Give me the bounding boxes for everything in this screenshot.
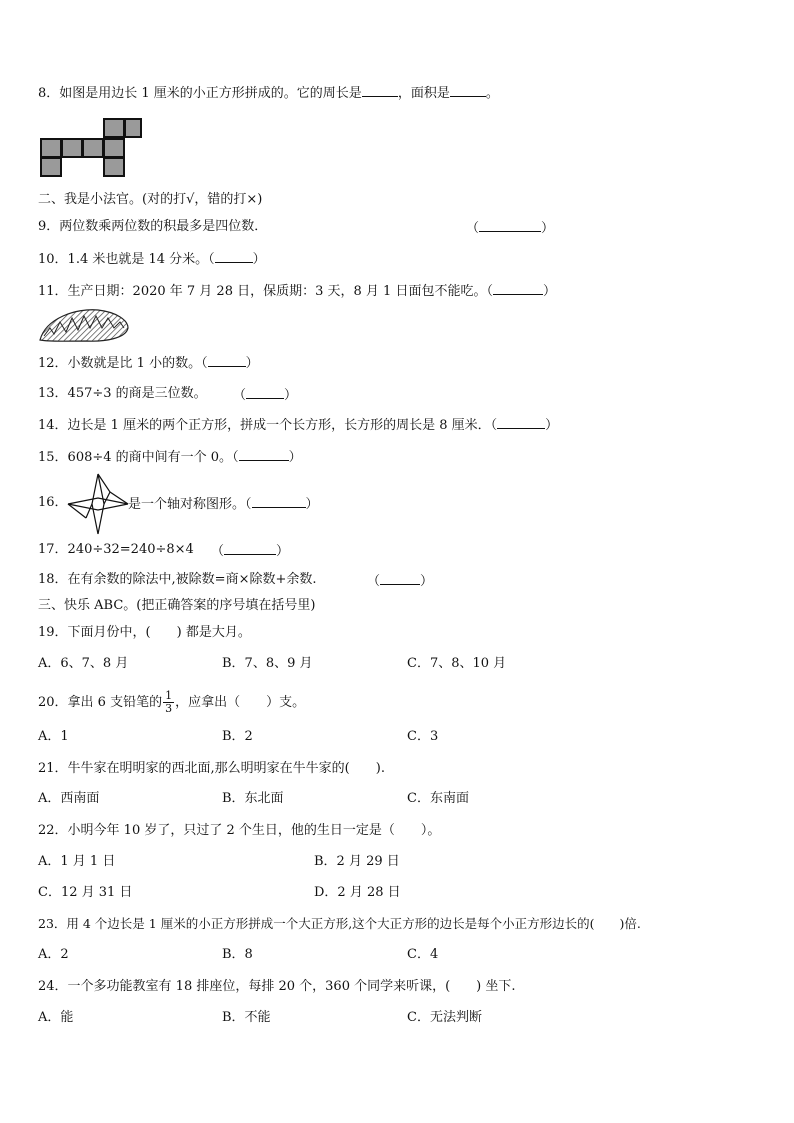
- paren-close: ）: [276, 544, 290, 559]
- unit-square: [41, 158, 61, 176]
- question-21: 21．牛牛家在明明家的西北面,那么明明家在牛牛家的( ).: [38, 761, 385, 776]
- paren-open: （: [233, 388, 247, 403]
- paren-close: ）: [541, 221, 555, 236]
- option-a[interactable]: A．能: [38, 1010, 74, 1025]
- question-12-text: 12．小数就是比 1 小的数。: [38, 356, 202, 371]
- question-11-text: 11．生产日期：2020 年 7 月 28 日，保质期：3 天，8 月 1 日面包不能吃。: [38, 284, 487, 299]
- question-20-text-a: 20．拿出 6 支铅笔的: [38, 695, 163, 710]
- area-blank[interactable]: [450, 83, 486, 97]
- bread-icon: [36, 306, 132, 344]
- question-13: [38, 385, 207, 403]
- question-17-text: 17．240÷32=240÷8×4: [38, 542, 194, 557]
- question-12: [38, 353, 259, 373]
- option-d[interactable]: D．2 月 28 日: [314, 885, 401, 900]
- question-20: [38, 690, 305, 716]
- question-18: [38, 571, 317, 589]
- answer-blank[interactable]: [246, 385, 284, 399]
- paren-open: （: [232, 450, 239, 465]
- question-19: 19．下面月份中，( ) 都是大月。: [38, 625, 251, 640]
- option-b[interactable]: B．7、8、9 月: [222, 656, 313, 671]
- paren-close: ）: [545, 418, 559, 433]
- fraction-denominator: 3: [165, 702, 173, 715]
- answer-paren-18[interactable]: [367, 571, 433, 591]
- answer-blank[interactable]: [497, 415, 545, 429]
- paren-open: （: [211, 544, 225, 559]
- question-18-text: 18．在有余数的除法中,被除数=商×除数+余数.: [38, 572, 317, 587]
- option-c[interactable]: C．东南面: [407, 791, 469, 806]
- question-10: [38, 249, 266, 269]
- question-9-text: 9．两位数乘两位数的积最多是四位数．: [38, 219, 268, 234]
- option-b[interactable]: B．2: [222, 729, 253, 744]
- paren-close: ）: [305, 497, 319, 512]
- paren-close: ）: [284, 388, 298, 403]
- option-b[interactable]: B．8: [222, 947, 253, 962]
- answer-paren-17[interactable]: [211, 541, 289, 561]
- fraction-numerator: 1: [165, 689, 173, 702]
- paren-open: （: [367, 574, 381, 589]
- question-15: [38, 447, 302, 467]
- question-8-text-a: 8．如图是用边长 1 厘米的小正方形拼成的。它的周长是: [38, 86, 362, 101]
- question-10-text: 10．1.4 米也就是 14 分米。: [38, 252, 209, 267]
- paren-open: （: [466, 221, 480, 236]
- question-14-text: 14．边长是 1 厘米的两个正方形，拼成一个长方形，长方形的周长是 8 厘米．: [38, 418, 491, 433]
- answer-blank[interactable]: [239, 447, 289, 461]
- question-9: [38, 218, 267, 236]
- answer-blank[interactable]: [493, 281, 543, 295]
- option-a[interactable]: A．1: [38, 729, 69, 744]
- option-a[interactable]: A．2: [38, 947, 69, 962]
- option-a[interactable]: A．6、7、8 月: [38, 656, 129, 671]
- question-24: 24．一个多功能教室有 18 排座位，每排 20 个，360 个同学来听课，( ) 坐下.: [38, 979, 516, 994]
- unit-square: [104, 158, 124, 176]
- paren-close: ）: [542, 284, 556, 299]
- option-c[interactable]: C．12 月 31 日: [38, 885, 133, 900]
- question-16-number: 16．: [38, 495, 68, 510]
- question-8-text-c: 。: [485, 86, 499, 101]
- question-20-text-b: ，应拿出（ ）支。: [175, 695, 306, 710]
- option-c[interactable]: C．4: [407, 947, 439, 962]
- option-b[interactable]: B．2 月 29 日: [314, 854, 400, 869]
- answer-blank[interactable]: [224, 541, 276, 555]
- answer-blank[interactable]: [380, 571, 420, 585]
- paren-close: ）: [245, 356, 259, 371]
- answer-paren-9[interactable]: [466, 218, 554, 238]
- option-a[interactable]: A．西南面: [38, 791, 100, 806]
- option-b[interactable]: B．不能: [222, 1010, 271, 1025]
- answer-blank[interactable]: [479, 218, 541, 232]
- unit-square: [41, 139, 61, 157]
- question-8-text-b: ，面积是: [397, 86, 450, 101]
- perimeter-blank[interactable]: [362, 83, 398, 97]
- option-a[interactable]: A．1 月 1 日: [38, 854, 116, 869]
- unit-square: [62, 139, 82, 157]
- paren-open: （: [201, 356, 208, 371]
- paren-close: ）: [420, 574, 434, 589]
- option-b[interactable]: B．东北面: [222, 791, 284, 806]
- unit-square: [104, 139, 124, 157]
- question-14: [38, 415, 558, 435]
- paren-open: （: [208, 252, 215, 267]
- paren-open: （: [245, 497, 252, 512]
- unit-square: [83, 139, 103, 157]
- unit-squares-figure: [38, 116, 144, 180]
- answer-blank[interactable]: [215, 249, 253, 263]
- question-13-text: 13．457÷3 的商是三位数。: [38, 386, 207, 401]
- question-8: [38, 83, 499, 103]
- answer-paren-13[interactable]: [233, 385, 297, 405]
- section-2-title: 二、我是小法官。(对的打√，错的打×): [38, 192, 263, 207]
- question-16-text: 是一个轴对称图形。: [128, 497, 246, 512]
- question-16: [128, 494, 319, 514]
- option-c[interactable]: C．7、8、10 月: [407, 656, 507, 671]
- answer-blank[interactable]: [252, 494, 306, 508]
- question-15-text: 15．608÷4 的商中间有一个 0。: [38, 450, 233, 465]
- question-23: 23．用 4 个边长是 1 厘米的小正方形拼成一个大正方形,这个大正方形的边长是每个小正方形边长的( )倍.: [38, 916, 641, 931]
- paren-close: ）: [252, 252, 266, 267]
- pinwheel-figure: [66, 472, 130, 536]
- unit-square: [125, 119, 141, 137]
- question-22: 22．小明今年 10 岁了，只过了 2 个生日，他的生日一定是（ ）。: [38, 823, 441, 838]
- option-c[interactable]: C．无法判断: [407, 1010, 482, 1025]
- question-11: [38, 281, 556, 301]
- unit-square: [104, 119, 124, 137]
- paren-close: ）: [288, 450, 302, 465]
- paren-open: （: [490, 418, 498, 433]
- fraction-one-third: [163, 690, 174, 715]
- answer-blank[interactable]: [208, 353, 246, 367]
- paren-open: （: [486, 284, 493, 299]
- section-3-title: 三、快乐 ABC。(把正确答案的序号填在括号里): [38, 598, 316, 613]
- option-c[interactable]: C．3: [407, 729, 439, 744]
- question-17: [38, 541, 194, 559]
